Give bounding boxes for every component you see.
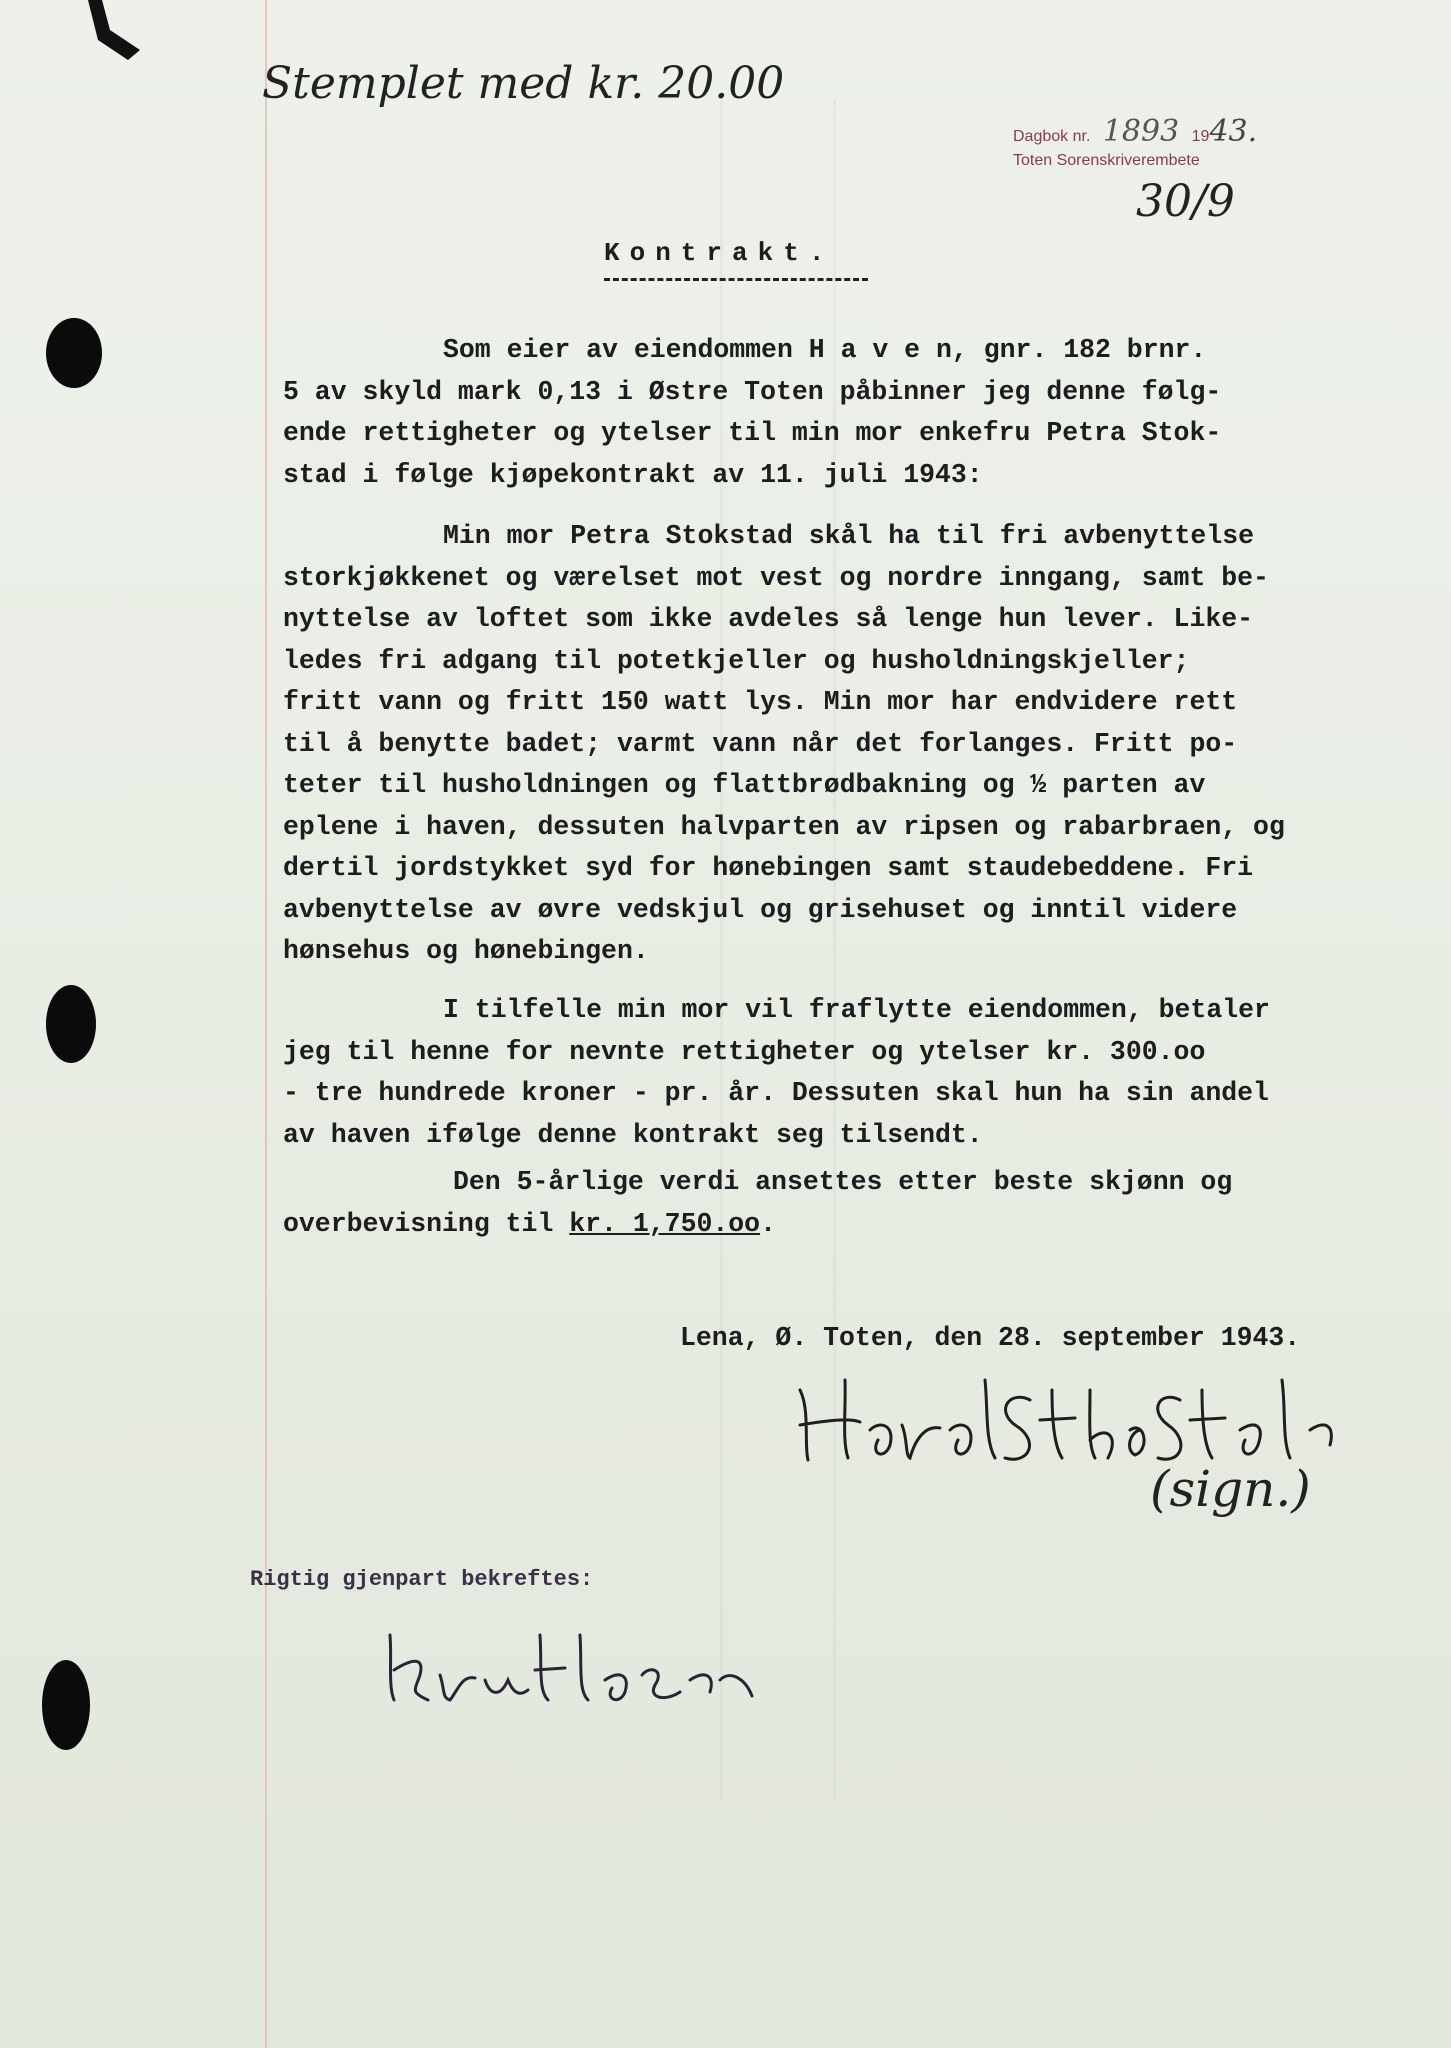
text-line: nyttelse av loftet som ikke avdeles så lenge hun lever. Like- [283, 604, 1254, 634]
punch-hole [46, 985, 96, 1063]
text-line: dertil jordstykket syd for hønebingen samt staudebeddene. Fri [283, 853, 1254, 883]
corner-mark [80, 0, 160, 80]
paragraph-1 [283, 330, 1403, 496]
text-line: Min mor Petra Stokstad skål ha til fri avbenyttelse [443, 521, 1255, 551]
paragraph-2 [283, 516, 1403, 973]
signature-harald-stokstad [790, 1370, 1350, 1470]
text-line: - tre hundrede kroner - pr. år. Dessuten skal hun ha sin andel [283, 1078, 1269, 1108]
margin-line [265, 0, 267, 2048]
text-line: teter til husholdningen og flattbrødbakning og ½ parten av [283, 770, 1206, 800]
text-line: storkjøkkenet og værelset mot vest og nordre inngang, samt be- [283, 562, 1269, 593]
text-line: Den 5-årlige verdi ansettes etter beste skjønn og [453, 1167, 1233, 1197]
text-line: eplene i haven, dessuten halvparten av ripsen og rabarbraen, og [283, 811, 1285, 842]
office-stamp: Toten Sorenskriverembete [1013, 152, 1200, 169]
signature-note: (sign.) [1150, 1460, 1311, 1518]
stamp-note: Stemplet med kr. 20.00 [262, 58, 785, 109]
text-line: ledes fri adgang til potetkjeller og husholdningskjeller; [283, 645, 1190, 676]
signature-certifier [380, 1620, 760, 1710]
registry-label: Dagbok nr. [1013, 128, 1091, 145]
certification-stamp: Rigtig gjenpart bekreftes: [250, 1567, 594, 1592]
text-line: stad i følge kjøpekontrakt av 11. juli 1943: [283, 459, 983, 490]
text-line [283, 1204, 1403, 1246]
registry-year-prefix: 19 [1191, 128, 1210, 145]
text-line: til å benytte badet; varmt vann når det forlanges. Fritt po- [283, 728, 1238, 759]
text-line: av haven ifølge denne kontrakt seg tilsendt. [283, 1119, 983, 1150]
text-line: 5 av skyld mark 0,13 i Østre Toten påbinner jeg denne følg- [283, 376, 1222, 407]
registry-year-suffix: 43. [1209, 114, 1258, 149]
registry-stamp [1013, 114, 1257, 149]
registry-number: 1893 [1102, 114, 1180, 149]
title-underline [604, 278, 868, 281]
paragraph-3 [283, 990, 1403, 1156]
valuation-amount: kr. 1,750.oo [569, 1208, 761, 1239]
punch-hole [42, 1660, 90, 1750]
text-line: hønsehus og hønebingen. [283, 936, 649, 966]
text-line: ende rettigheter og ytelser til min mor enkefru Petra Stok- [283, 418, 1222, 448]
text-line: fritt vann og fritt 150 watt lys. Min mor har endvidere rett [283, 687, 1238, 717]
text-line: jeg til henne for nevnte rettigheter og ytelser kr. 300.oo [283, 1036, 1206, 1067]
text-line: Som eier av eiendommen H a v e n, gnr. 182 brnr. [443, 335, 1207, 365]
place-date: Lena, Ø. Toten, den 28. september 1943. [680, 1323, 1301, 1353]
text-line: I tilfelle min mor vil fraflytte eiendommen, betaler [443, 995, 1270, 1025]
text-line: avbenyttelse av øvre vedskjul og grisehuset og inntil videre [283, 894, 1238, 925]
punch-hole [46, 318, 102, 388]
paragraph-4 [283, 1162, 1403, 1245]
handwritten-date: 30/9 [1136, 176, 1235, 227]
document-title: Kontrakt. [604, 238, 835, 268]
text-fragment: . [760, 1208, 776, 1239]
text-fragment: overbevisning til [283, 1208, 570, 1239]
